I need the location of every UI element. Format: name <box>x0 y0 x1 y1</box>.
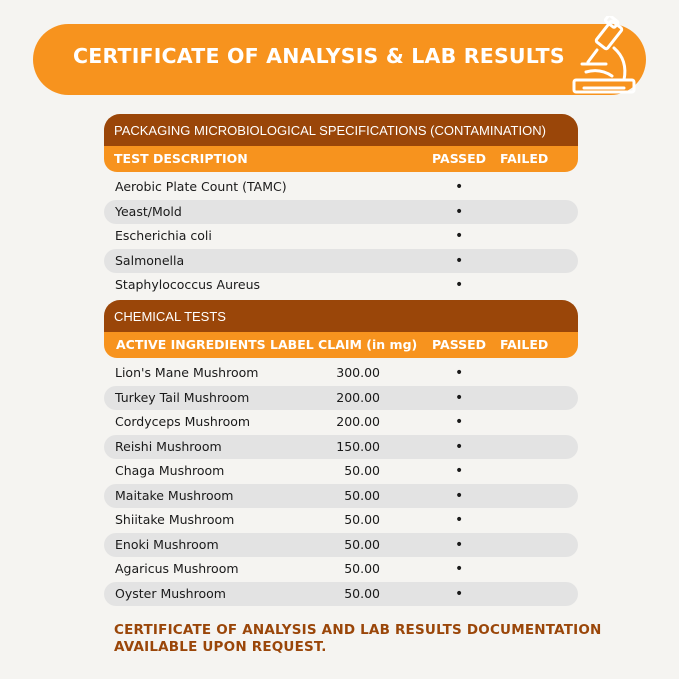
passed-mark: • <box>455 438 464 455</box>
row-test-name: Staphylococcus Aureus <box>115 277 261 292</box>
passed-mark: • <box>455 365 464 381</box>
table-row <box>104 410 578 435</box>
row-test-name: Maitake Mushroom <box>115 487 234 503</box>
passed-mark: • <box>455 561 464 577</box>
footer-line-2: AVAILABLE UPON REQUEST. <box>114 639 327 655</box>
row-test-name: Turkey Tail Mushroom <box>115 389 250 405</box>
table-row <box>104 361 578 386</box>
passed-mark: • <box>455 203 464 220</box>
passed-mark: • <box>455 585 464 602</box>
micro-col-failed: FAILED <box>500 151 549 166</box>
row-label-claim: 50.00 <box>344 561 380 576</box>
chem-column-header <box>104 332 578 358</box>
row-label-claim: 200.00 <box>336 414 380 429</box>
passed-mark: • <box>455 536 464 553</box>
table-row <box>104 386 578 411</box>
page-title: CERTIFICATE OF ANALYSIS & LAB RESULTS <box>73 44 565 68</box>
micro-column-header <box>104 146 578 172</box>
row-label-claim: 300.00 <box>336 365 380 380</box>
table-row <box>104 435 578 460</box>
micro-col-description: TEST DESCRIPTION <box>114 151 248 166</box>
passed-mark: • <box>455 487 464 504</box>
micro-rows <box>104 175 578 298</box>
table-row <box>104 175 578 200</box>
row-test-name: Yeast/Mold <box>115 203 182 219</box>
footer-line-1: CERTIFICATE OF ANALYSIS AND LAB RESULTS DOCUMENTATION <box>114 622 602 638</box>
row-label-claim: 200.00 <box>336 389 380 405</box>
table-row <box>104 508 578 533</box>
chem-section <box>104 300 578 606</box>
chem-col-passed: PASSED <box>432 337 487 352</box>
row-label-claim: 150.00 <box>336 438 380 454</box>
microscope-icon <box>566 16 646 106</box>
passed-mark: • <box>455 512 464 528</box>
table-row <box>104 533 578 558</box>
passed-mark: • <box>455 414 464 430</box>
row-test-name: Lion's Mane Mushroom <box>115 365 259 380</box>
micro-col-passed: PASSED <box>432 151 487 166</box>
table-row <box>104 273 578 298</box>
row-test-name: Cordyceps Mushroom <box>115 414 251 429</box>
chem-section-title: CHEMICAL TESTS <box>104 300 578 332</box>
row-label-claim: 50.00 <box>344 487 380 503</box>
micro-section <box>104 114 578 298</box>
table-row <box>104 582 578 607</box>
row-test-name: Agaricus Mushroom <box>115 561 239 576</box>
footer-note <box>114 622 602 656</box>
passed-mark: • <box>455 179 464 195</box>
chem-col-description: ACTIVE INGREDIENTS LABEL CLAIM (in mg) <box>116 337 418 352</box>
table-row <box>104 200 578 225</box>
row-test-name: Salmonella <box>115 252 185 268</box>
row-label-claim: 50.00 <box>344 585 380 601</box>
passed-mark: • <box>455 463 464 479</box>
table-row <box>104 249 578 274</box>
table-row <box>104 557 578 582</box>
row-test-name: Shiitake Mushroom <box>115 512 235 527</box>
chem-rows <box>104 361 578 606</box>
table-row <box>104 459 578 484</box>
table-row <box>104 224 578 249</box>
row-test-name: Aerobic Plate Count (TAMC) <box>115 179 287 194</box>
row-label-claim: 50.00 <box>344 463 380 478</box>
table-row <box>104 484 578 509</box>
row-test-name: Escherichia coli <box>115 228 212 243</box>
row-label-claim: 50.00 <box>344 536 380 552</box>
chem-col-failed: FAILED <box>500 337 549 352</box>
passed-mark: • <box>455 389 464 406</box>
row-label-claim: 50.00 <box>344 512 380 527</box>
row-test-name: Chaga Mushroom <box>115 463 225 478</box>
micro-section-title: PACKAGING MICROBIOLOGICAL SPECIFICATIONS (CONTAMINATION) <box>104 114 578 146</box>
passed-mark: • <box>455 252 464 269</box>
row-test-name: Oyster Mushroom <box>115 585 226 601</box>
passed-mark: • <box>455 228 464 244</box>
row-test-name: Reishi Mushroom <box>115 438 222 454</box>
row-test-name: Enoki Mushroom <box>115 536 219 552</box>
passed-mark: • <box>455 277 464 293</box>
